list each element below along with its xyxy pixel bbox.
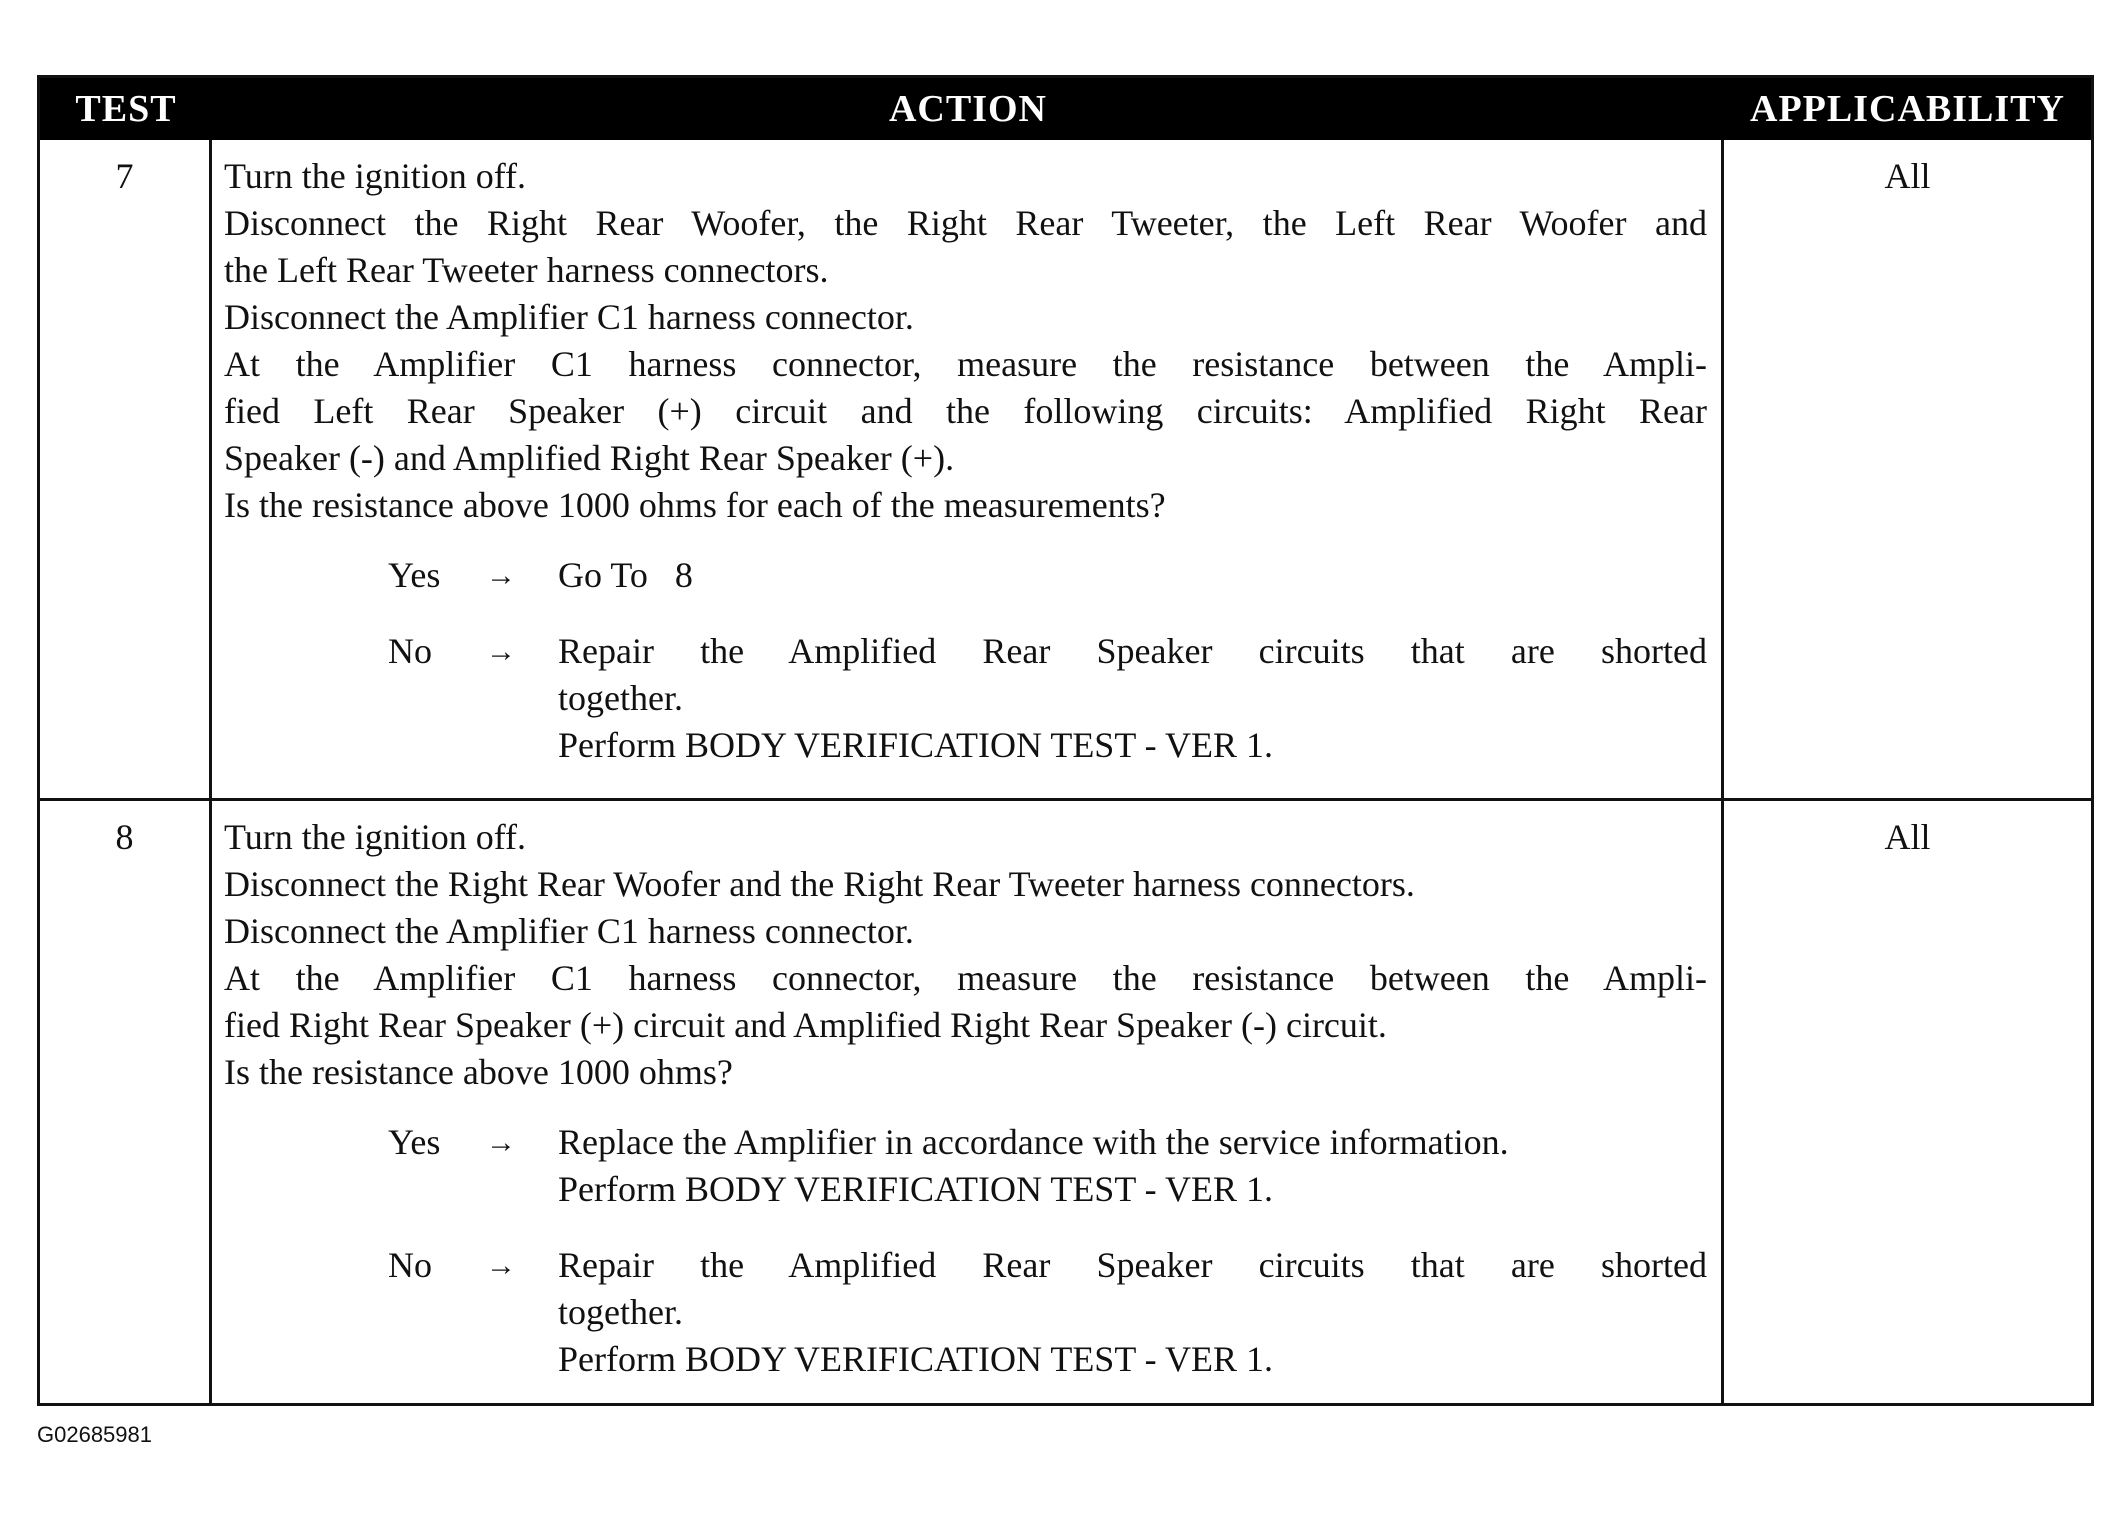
outcome-line: Repair the Amplified Rear Speaker circuits that are shorted [558,631,1707,671]
action-line: At the Amplifier C1 harness connector, measure the resistance between the Ampli- [224,344,1707,384]
outcome-body [558,552,1707,599]
arrow-right-icon: → [486,1126,516,1159]
diagnostic-test-table [37,75,2094,1406]
applicability-cell: All [1884,156,1931,196]
action-cell [212,801,1724,1403]
action-line: fied Right Rear Speaker (+) circuit and Amplified Right Rear Speaker (-) circuit. [224,1005,1387,1045]
outcome-line: together. [558,1292,683,1332]
outcome-label: Yes [388,1122,441,1162]
action-line: Speaker (-) and Amplified Right Rear Speaker (+). [224,438,955,478]
action-line: At the Amplifier C1 harness connector, measure the resistance between the Ampli- [224,958,1707,998]
table-header-row [40,78,2091,140]
outcome-label: No [388,631,432,671]
outcome-label: No [388,1245,432,1285]
outcome-line: Perform BODY VERIFICATION TEST - VER 1. [558,1169,1274,1209]
table-row [40,798,2091,1403]
action-line: Disconnect the Amplifier C1 harness connector. [224,911,914,951]
outcome-line: Go To 8 [558,555,693,595]
arrow-right-icon: → [486,635,516,668]
outcome-body [558,1242,1707,1383]
outcome-line: Perform BODY VERIFICATION TEST - VER 1. [558,1339,1274,1379]
outcome-yes [224,552,1707,599]
action-line: Disconnect the Right Rear Woofer and the Right Rear Tweeter harness connectors. [224,864,1415,904]
outcome-line: Repair the Amplified Rear Speaker circuits that are shorted [558,1245,1707,1285]
action-cell [212,140,1724,798]
arrow-right-icon: → [486,1249,516,1282]
table-row [40,140,2091,798]
header-applicability: APPLICABILITY [1750,88,2065,130]
outcome-line: together. [558,678,683,718]
action-line: the Left Rear Tweeter harness connectors. [224,250,829,290]
figure-id: G02685981 [37,1422,152,1447]
header-test: TEST [75,88,177,130]
outcome-body [558,628,1707,769]
action-line: Disconnect the Right Rear Woofer, the Right Rear Tweeter, the Left Rear Woofer and [224,203,1707,243]
action-line: Turn the ignition off. [224,817,527,857]
test-number: 7 [40,140,212,798]
header-action: ACTION [888,88,1048,130]
outcome-body [558,1119,1707,1213]
outcome-no [224,1242,1707,1383]
outcome-line: Replace the Amplifier in accordance with the service information. [558,1122,1509,1162]
action-line: Is the resistance above 1000 ohms for each of the measurements? [224,485,1166,525]
outcome-no [224,628,1707,769]
action-line: fied Left Rear Speaker (+) circuit and the following circuits: Amplified Right Rear [224,391,1707,431]
arrow-right-icon: → [486,559,516,592]
outcome-label: Yes [388,555,441,595]
action-line: Disconnect the Amplifier C1 harness connector. [224,297,914,337]
test-number: 8 [40,801,212,1403]
applicability-cell: All [1884,817,1931,857]
action-line: Turn the ignition off. [224,156,527,196]
outcome-line: Perform BODY VERIFICATION TEST - VER 1. [558,725,1274,765]
action-line: Is the resistance above 1000 ohms? [224,1052,733,1092]
outcome-yes [224,1119,1707,1213]
